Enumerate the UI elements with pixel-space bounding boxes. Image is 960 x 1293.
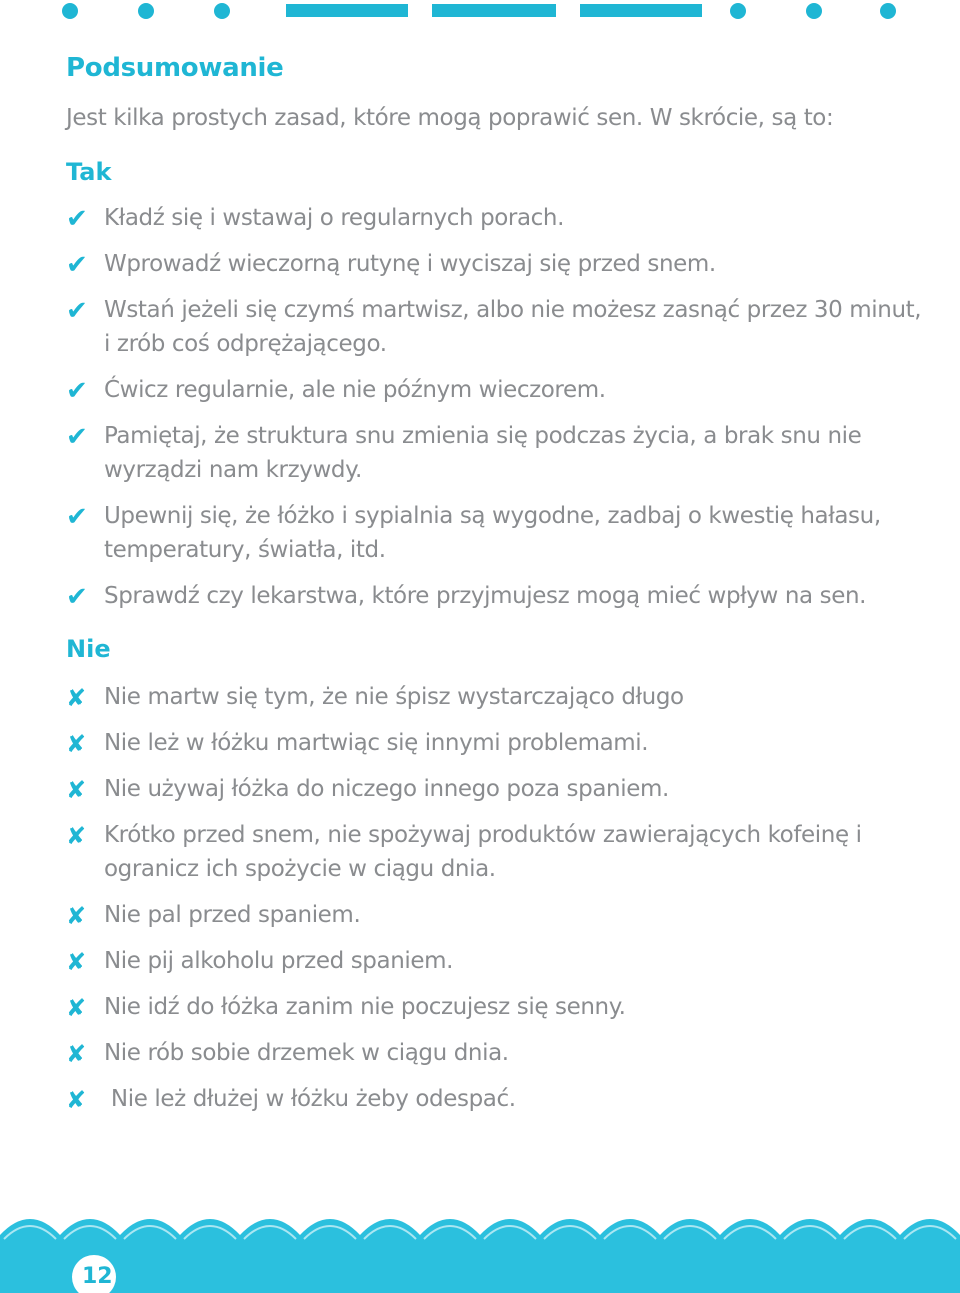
nie-item — [66, 1082, 926, 1116]
nie-item-text: Nie pij alkoholu przed spaniem. — [104, 948, 454, 974]
nie-item — [66, 726, 926, 760]
decor-dash — [286, 4, 408, 17]
nie-list — [66, 680, 926, 1116]
decor-dot — [880, 3, 896, 19]
top-decoration — [0, 0, 960, 24]
check-icon: ✔ — [66, 204, 88, 234]
check-icon: ✔ — [66, 376, 88, 406]
nie-item-text: Nie leż dłużej w łóżku żeby odespać. — [104, 1086, 516, 1112]
tak-item-text: Wprowadź wieczorną rutynę i wyciszaj się przed snem. — [104, 251, 716, 277]
cross-icon: ✘ — [66, 730, 86, 758]
nie-item — [66, 772, 926, 806]
tak-item — [66, 293, 926, 361]
wave-shape — [0, 1219, 960, 1293]
decor-dot — [214, 3, 230, 19]
tak-item — [66, 373, 926, 407]
nie-heading: Nie — [66, 635, 111, 663]
nie-item-text: Nie pal przed spaniem. — [104, 902, 361, 928]
nie-item — [66, 944, 926, 978]
decor-dot — [730, 3, 746, 19]
tak-item-text: Sprawdź czy lekarstwa, które przyjmujesz mogą mieć wpływ na sen. — [104, 583, 867, 609]
check-icon: ✔ — [66, 502, 88, 532]
check-icon: ✔ — [66, 296, 88, 326]
cross-icon: ✘ — [66, 948, 86, 976]
decor-dot — [138, 3, 154, 19]
nie-item — [66, 898, 926, 932]
cross-icon: ✘ — [66, 902, 86, 930]
decor-dot — [806, 3, 822, 19]
tak-item-text: Wstań jeżeli się czymś martwisz, albo nie możesz zasnąć przez 30 minut, — [104, 297, 922, 323]
nie-item-text: Nie używaj łóżka do niczego innego poza spaniem. — [104, 776, 669, 802]
page-number: 12 — [82, 1264, 113, 1289]
tak-item-text: temperatury, światła, itd. — [104, 537, 386, 563]
tak-item-text: wyrządzi nam krzywdy. — [104, 457, 362, 483]
tak-item-text: Ćwicz regularnie, ale nie późnym wieczorem. — [104, 377, 606, 403]
nie-item-text: Nie idź do łóżka zanim nie poczujesz się senny. — [104, 994, 626, 1020]
nie-item-text: Nie rób sobie drzemek w ciągu dnia. — [104, 1040, 509, 1066]
nie-item — [66, 680, 926, 714]
tak-item — [66, 247, 926, 281]
decor-dash — [432, 4, 556, 17]
tak-item-text: Kładź się i wstawaj o regularnych porach. — [104, 205, 565, 231]
cross-icon: ✘ — [66, 994, 86, 1022]
tak-item-text: Upewnij się, że łóżko i sypialnia są wygodne, zadbaj o kwestię hałasu, — [104, 503, 881, 529]
footer-waves — [0, 1203, 960, 1293]
cross-icon: ✘ — [66, 1040, 86, 1068]
decor-dash — [580, 4, 702, 17]
nie-item-text: ogranicz ich spożycie w ciągu dnia. — [104, 856, 496, 882]
check-icon: ✔ — [66, 582, 88, 612]
cross-icon: ✘ — [66, 684, 86, 712]
nie-item — [66, 990, 926, 1024]
tak-item — [66, 579, 926, 613]
page-title: Podsumowanie — [66, 53, 284, 83]
nie-item-text: Nie leż w łóżku martwiąc się innymi problemami. — [104, 730, 649, 756]
tak-item-text: Pamiętaj, że struktura snu zmienia się podczas życia, a brak snu nie — [104, 423, 862, 449]
nie-item — [66, 818, 926, 886]
cross-icon: ✘ — [66, 822, 86, 850]
tak-item-text: i zrób coś odprężającego. — [104, 331, 387, 357]
check-icon: ✔ — [66, 422, 88, 452]
tak-item — [66, 201, 926, 235]
tak-heading: Tak — [66, 158, 112, 186]
decor-dot — [62, 3, 78, 19]
tak-item — [66, 419, 926, 487]
check-icon: ✔ — [66, 250, 88, 280]
nie-item-text: Nie martw się tym, że nie śpisz wystarczająco długo — [104, 684, 684, 710]
nie-item — [66, 1036, 926, 1070]
cross-icon: ✘ — [66, 776, 86, 804]
nie-item-text: Krótko przed snem, nie spożywaj produktów zawierających kofeinę i — [104, 822, 862, 848]
intro-text: Jest kilka prostych zasad, które mogą poprawić sen. W skrócie, są to: — [66, 105, 834, 131]
cross-icon: ✘ — [66, 1086, 86, 1114]
tak-item — [66, 499, 926, 567]
tak-list — [66, 201, 926, 613]
